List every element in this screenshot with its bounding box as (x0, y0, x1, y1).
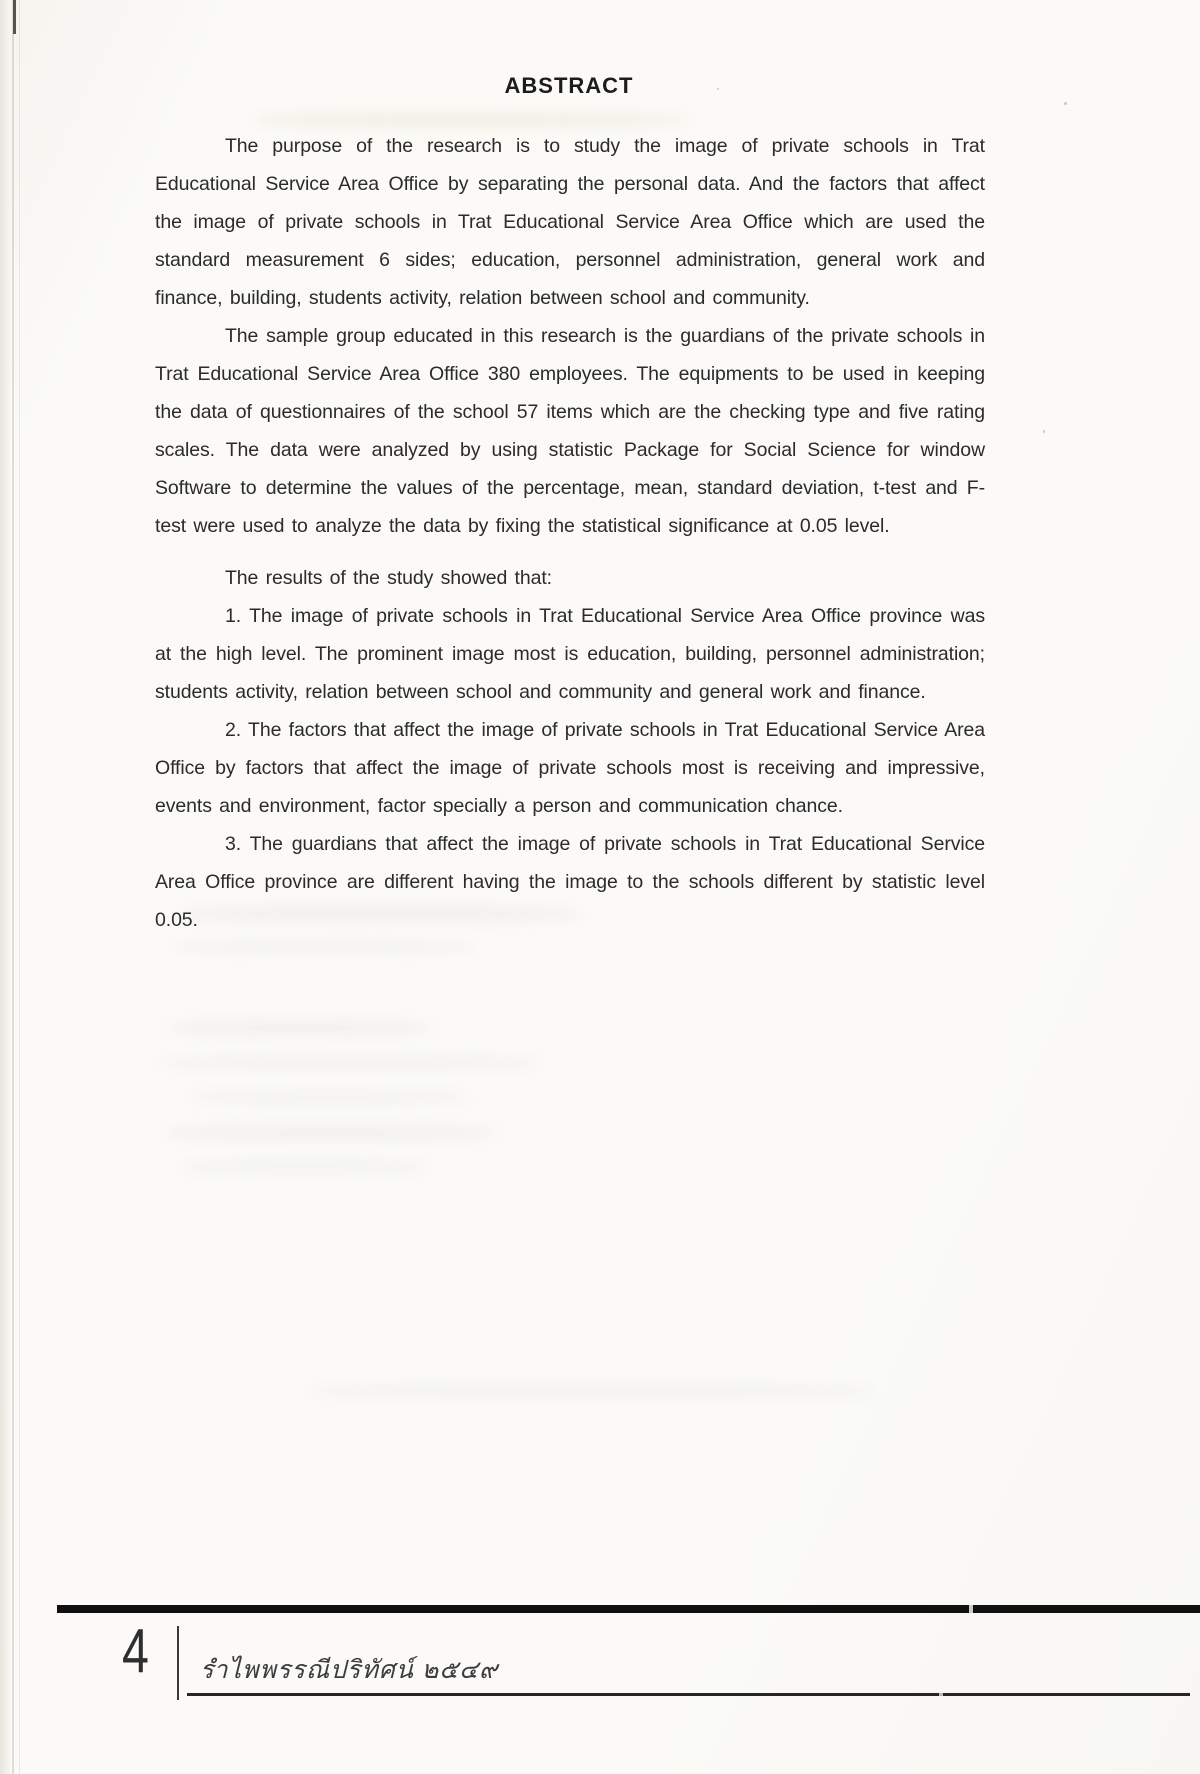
abstract-paragraph: The sample group educated in this research is the guardians of the private schools in Trat Educational Service Area Office 380 employees. The equipments to be used in keeping the data of questionnaires of the school 57 items which are the checking type and five rating scales. The data were analyzed by using statistic Package for Social Science for window Software to determine the values of the percentage, mean, standard deviation, t-test and F-test were used to analyze the data by fixing the statistical significance at 0.05 level. (155, 325, 985, 537)
abstract-paragraph: The purpose of the research is to study the image of private schools in Trat Educational Service Area Office by separating the personal data. And the factors that affect the image of private schools in Trat Educational Service Area Office which are used the standard measurement 6 sides; education, personnel administration, general work and finance, building, students activity, relation between school and community. (155, 135, 985, 309)
page-number: 4 (122, 1617, 149, 1686)
scan-smudge (165, 1125, 495, 1141)
scan-edge-line (12, 0, 14, 1774)
abstract-paragraph: The results of the study showed that: (225, 567, 552, 589)
footer-divider-line (177, 1626, 179, 1700)
scan-smudge (310, 1385, 870, 1397)
scan-smudge (180, 1160, 430, 1174)
abstract-paragraph: 1. The image of private schools in Trat Educational Service Area Office province was at the high level. The prominent image most is education, building, personnel administration; students activity, relation between school and community and general work and finance. (155, 605, 985, 703)
abstract-paragraph: 3. The guardians that affect the image of private schools in Trat Educational Service Area Office province are different having the image to the schools different by statistic level 0.05. (155, 833, 985, 931)
abstract-paragraph: 2. The factors that affect the image of private schools in Trat Educational Service Area Office by factors that affect the image of private schools most is receiving and impressive, events and environment, factor specially a person and communication chance. (155, 719, 985, 817)
scan-smudge (175, 940, 475, 954)
scan-smudge (170, 1020, 430, 1036)
scan-gap (969, 1605, 973, 1613)
scan-smudge (190, 1090, 470, 1104)
scan-gap (939, 1693, 943, 1696)
scan-edge-mark (13, 0, 16, 34)
page-title: ABSTRACT (504, 72, 634, 98)
scan-edge-line (19, 0, 20, 1774)
footer-rule-thin (187, 1693, 1190, 1696)
journal-title: รำไพพรรณีปริทัศน์ ๒๕๔๙ (200, 1656, 499, 1684)
scan-speck (1064, 102, 1067, 105)
scan-smudge (255, 112, 685, 128)
footer-rule-thick (57, 1605, 1200, 1613)
abstract-body (155, 127, 985, 939)
scan-smudge (160, 1055, 540, 1071)
scan-speck (1043, 430, 1045, 433)
scan-edge-band (0, 0, 10, 1774)
